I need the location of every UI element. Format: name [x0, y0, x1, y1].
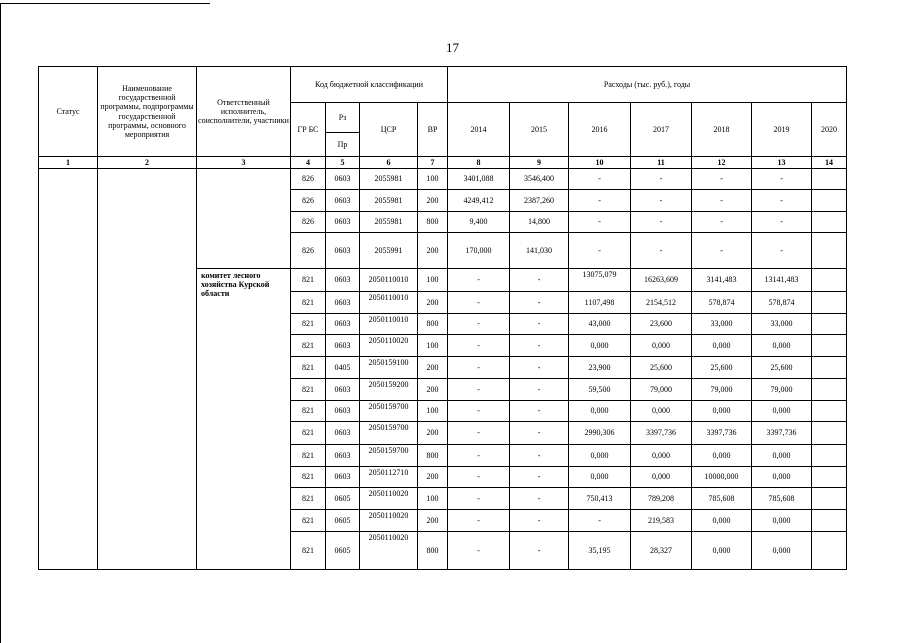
value-2019: - — [752, 212, 812, 233]
value-2018: 3397,736 — [692, 422, 752, 445]
value-2015: - — [510, 314, 569, 335]
vr-cell: 200 — [418, 233, 448, 269]
value-2015: - — [510, 357, 569, 379]
value-2014: - — [448, 467, 510, 488]
rzpr-cell: 0605 — [326, 488, 360, 510]
value-2020 — [812, 379, 847, 401]
vr-cell: 200 — [418, 422, 448, 445]
value-2014: - — [448, 532, 510, 570]
grbs-cell: 821 — [291, 445, 326, 467]
vr-cell: 200 — [418, 292, 448, 314]
grbs-cell: 821 — [291, 357, 326, 379]
grbs-cell: 826 — [291, 190, 326, 212]
value-2018: - — [692, 212, 752, 233]
grbs-cell: 821 — [291, 292, 326, 314]
grbs-cell: 821 — [291, 269, 326, 292]
value-2017: 0,000 — [631, 445, 692, 467]
value-2016: - — [569, 212, 631, 233]
value-2019: 0,000 — [752, 445, 812, 467]
value-2019: 578,874 — [752, 292, 812, 314]
grbs-cell: 821 — [291, 335, 326, 357]
value-2014: - — [448, 379, 510, 401]
value-2016: 750,413 — [569, 488, 631, 510]
value-2015: - — [510, 467, 569, 488]
csr-cell: 2050110020 — [360, 335, 418, 357]
value-2017: - — [631, 190, 692, 212]
value-2018: 0,000 — [692, 401, 752, 422]
column-index: 10 — [569, 157, 631, 169]
header-csr: ЦСР — [360, 103, 418, 157]
header-name: Наименование государственной программы, подпрограммы государственной программы, основного мероприятия — [98, 67, 197, 157]
value-2020 — [812, 467, 847, 488]
rzpr-cell: 0603 — [326, 292, 360, 314]
header-year: 2020 — [812, 103, 847, 157]
header-year: 2017 — [631, 103, 692, 157]
value-2018: 0,000 — [692, 510, 752, 532]
csr-cell: 2050159200 — [360, 379, 418, 401]
value-2016: 0,000 — [569, 335, 631, 357]
value-2019: 0,000 — [752, 510, 812, 532]
value-2016: 1107,498 — [569, 292, 631, 314]
value-2020 — [812, 233, 847, 269]
value-2018: 33,000 — [692, 314, 752, 335]
vr-cell: 200 — [418, 190, 448, 212]
value-2018: - — [692, 190, 752, 212]
value-2015: - — [510, 445, 569, 467]
header-year: 2015 — [510, 103, 569, 157]
value-2014: - — [448, 269, 510, 292]
header-year: 2016 — [569, 103, 631, 157]
rzpr-cell: 0603 — [326, 445, 360, 467]
value-2015: - — [510, 510, 569, 532]
value-2020 — [812, 422, 847, 445]
column-index: 14 — [812, 157, 847, 169]
value-2015: 141,030 — [510, 233, 569, 269]
value-2016: 59,500 — [569, 379, 631, 401]
value-2018: 0,000 — [692, 532, 752, 570]
value-2015: 2387,260 — [510, 190, 569, 212]
vr-cell: 100 — [418, 401, 448, 422]
value-2017: 16263,609 — [631, 269, 692, 292]
grbs-cell: 821 — [291, 422, 326, 445]
value-2017: 79,000 — [631, 379, 692, 401]
vr-cell: 800 — [418, 212, 448, 233]
rzpr-cell: 0603 — [326, 190, 360, 212]
value-2016: - — [569, 169, 631, 190]
csr-cell: 2050110010 — [360, 269, 418, 292]
value-2015: 14,800 — [510, 212, 569, 233]
value-2019: 79,000 — [752, 379, 812, 401]
value-2014: 3401,088 — [448, 169, 510, 190]
header-rz: Рз — [326, 103, 360, 133]
value-2016: - — [569, 190, 631, 212]
rzpr-cell: 0603 — [326, 422, 360, 445]
value-2018: 10000,000 — [692, 467, 752, 488]
value-2020 — [812, 532, 847, 570]
value-2020 — [812, 212, 847, 233]
rzpr-cell: 0603 — [326, 233, 360, 269]
csr-cell: 2050159700 — [360, 401, 418, 422]
value-2016: - — [569, 233, 631, 269]
value-2017: 2154,512 — [631, 292, 692, 314]
grbs-cell: 821 — [291, 532, 326, 570]
value-2015: - — [510, 532, 569, 570]
value-2020 — [812, 314, 847, 335]
value-2014: - — [448, 314, 510, 335]
value-2019: 13141,483 — [752, 269, 812, 292]
csr-cell: 2050159700 — [360, 445, 418, 467]
name-cell — [98, 169, 197, 570]
header-year: 2018 — [692, 103, 752, 157]
value-2016: 0,000 — [569, 467, 631, 488]
grbs-cell: 821 — [291, 379, 326, 401]
value-2017: - — [631, 169, 692, 190]
value-2019: 785,608 — [752, 488, 812, 510]
header-vr: ВР — [418, 103, 448, 157]
value-2018: - — [692, 169, 752, 190]
value-2014: - — [448, 445, 510, 467]
header-year: 2014 — [448, 103, 510, 157]
value-2018: 3141,483 — [692, 269, 752, 292]
value-2014: 9,400 — [448, 212, 510, 233]
header-expenses: Расходы (тыс. руб.), годы — [448, 67, 847, 103]
column-index: 6 — [360, 157, 418, 169]
header-budget-code: Код бюджетной классификации — [291, 67, 448, 103]
vr-cell: 800 — [418, 445, 448, 467]
header-pr: Пр — [326, 133, 360, 157]
value-2016: 13075,079 — [569, 269, 631, 292]
grbs-cell: 826 — [291, 233, 326, 269]
top-rule — [0, 3, 210, 4]
value-2020 — [812, 269, 847, 292]
value-2014: - — [448, 510, 510, 532]
value-2014: 4249,412 — [448, 190, 510, 212]
rzpr-cell: 0605 — [326, 532, 360, 570]
grbs-cell: 821 — [291, 401, 326, 422]
column-index: 11 — [631, 157, 692, 169]
header-year: 2019 — [752, 103, 812, 157]
value-2016: 2990,306 — [569, 422, 631, 445]
vr-cell: 200 — [418, 467, 448, 488]
value-2018: 79,000 — [692, 379, 752, 401]
header-executor: Ответственный исполнитель, соисполнители, участники — [197, 67, 291, 157]
value-2017: 23,600 — [631, 314, 692, 335]
value-2017: 789,208 — [631, 488, 692, 510]
value-2014: - — [448, 357, 510, 379]
vr-cell: 800 — [418, 314, 448, 335]
value-2017: - — [631, 212, 692, 233]
value-2019: 3397,736 — [752, 422, 812, 445]
value-2014: - — [448, 401, 510, 422]
value-2018: 785,608 — [692, 488, 752, 510]
column-index: 5 — [326, 157, 360, 169]
rzpr-cell: 0603 — [326, 379, 360, 401]
value-2020 — [812, 292, 847, 314]
value-2017: 219,583 — [631, 510, 692, 532]
column-index: 12 — [692, 157, 752, 169]
value-2015: - — [510, 269, 569, 292]
value-2015: 3546,400 — [510, 169, 569, 190]
value-2020 — [812, 401, 847, 422]
grbs-cell: 821 — [291, 510, 326, 532]
value-2019: 0,000 — [752, 401, 812, 422]
value-2019: 0,000 — [752, 467, 812, 488]
value-2018: 0,000 — [692, 335, 752, 357]
csr-cell: 2055981 — [360, 212, 418, 233]
value-2017: 0,000 — [631, 467, 692, 488]
value-2020 — [812, 488, 847, 510]
status-cell — [39, 169, 98, 570]
value-2016: 23,900 — [569, 357, 631, 379]
rzpr-cell: 0603 — [326, 169, 360, 190]
value-2014: - — [448, 335, 510, 357]
vr-cell: 100 — [418, 488, 448, 510]
grbs-cell: 821 — [291, 488, 326, 510]
value-2016: 35,195 — [569, 532, 631, 570]
rzpr-cell: 0605 — [326, 510, 360, 532]
value-2018: 578,874 — [692, 292, 752, 314]
value-2014: 170,000 — [448, 233, 510, 269]
column-index: 2 — [98, 157, 197, 169]
value-2019: - — [752, 169, 812, 190]
value-2017: 0,000 — [631, 335, 692, 357]
rzpr-cell: 0603 — [326, 314, 360, 335]
value-2015: - — [510, 292, 569, 314]
csr-cell: 2050112710 — [360, 467, 418, 488]
value-2016: 0,000 — [569, 445, 631, 467]
vr-cell: 100 — [418, 335, 448, 357]
value-2017: 0,000 — [631, 401, 692, 422]
csr-cell: 2050110020 — [360, 488, 418, 510]
column-index: 1 — [39, 157, 98, 169]
value-2020 — [812, 445, 847, 467]
value-2014: - — [448, 488, 510, 510]
column-index: 4 — [291, 157, 326, 169]
value-2019: 0,000 — [752, 335, 812, 357]
value-2015: - — [510, 335, 569, 357]
csr-cell: 2055991 — [360, 233, 418, 269]
value-2020 — [812, 335, 847, 357]
value-2015: - — [510, 422, 569, 445]
value-2019: 25,600 — [752, 357, 812, 379]
rzpr-cell: 0603 — [326, 269, 360, 292]
value-2018: 0,000 — [692, 445, 752, 467]
budget-table — [38, 66, 847, 570]
column-index: 3 — [197, 157, 291, 169]
value-2017: 3397,736 — [631, 422, 692, 445]
executor-cell: комитет лесного хозяйства Курской области — [197, 269, 291, 570]
value-2020 — [812, 169, 847, 190]
value-2019: 0,000 — [752, 532, 812, 570]
left-rule — [0, 3, 1, 643]
value-2016: 43,000 — [569, 314, 631, 335]
rzpr-cell: 0405 — [326, 357, 360, 379]
value-2015: - — [510, 379, 569, 401]
vr-cell: 200 — [418, 510, 448, 532]
value-2015: - — [510, 488, 569, 510]
csr-cell: 2055981 — [360, 190, 418, 212]
csr-cell: 2050159100 — [360, 357, 418, 379]
value-2015: - — [510, 401, 569, 422]
executor-cell-empty — [197, 169, 291, 269]
csr-cell: 2050110010 — [360, 314, 418, 335]
grbs-cell: 826 — [291, 169, 326, 190]
value-2014: - — [448, 422, 510, 445]
value-2014: - — [448, 292, 510, 314]
value-2020 — [812, 190, 847, 212]
header-grbs: ГР БС — [291, 103, 326, 157]
csr-cell: 2050159700 — [360, 422, 418, 445]
value-2019: - — [752, 190, 812, 212]
value-2017: 25,600 — [631, 357, 692, 379]
value-2019: 33,000 — [752, 314, 812, 335]
page-number: 17 — [446, 40, 459, 55]
value-2019: - — [752, 233, 812, 269]
rzpr-cell: 0603 — [326, 212, 360, 233]
value-2020 — [812, 510, 847, 532]
csr-cell: 2055981 — [360, 169, 418, 190]
value-2016: - — [569, 510, 631, 532]
value-2020 — [812, 357, 847, 379]
vr-cell: 200 — [418, 379, 448, 401]
rzpr-cell: 0603 — [326, 467, 360, 488]
rzpr-cell: 0603 — [326, 401, 360, 422]
value-2017: 28,327 — [631, 532, 692, 570]
column-index: 8 — [448, 157, 510, 169]
vr-cell: 800 — [418, 532, 448, 570]
csr-cell: 2050110010 — [360, 292, 418, 314]
grbs-cell: 826 — [291, 212, 326, 233]
table-row — [39, 169, 847, 190]
value-2018: - — [692, 233, 752, 269]
grbs-cell: 821 — [291, 314, 326, 335]
column-index: 9 — [510, 157, 569, 169]
grbs-cell: 821 — [291, 467, 326, 488]
value-2016: 0,000 — [569, 401, 631, 422]
column-index: 7 — [418, 157, 448, 169]
rzpr-cell: 0603 — [326, 335, 360, 357]
csr-cell: 2050110020 — [360, 510, 418, 532]
column-index: 13 — [752, 157, 812, 169]
value-2018: 25,600 — [692, 357, 752, 379]
vr-cell: 200 — [418, 357, 448, 379]
header-status: Статус — [39, 67, 98, 157]
vr-cell: 100 — [418, 269, 448, 292]
vr-cell: 100 — [418, 169, 448, 190]
value-2017: - — [631, 233, 692, 269]
csr-cell: 2050110020 — [360, 532, 418, 570]
